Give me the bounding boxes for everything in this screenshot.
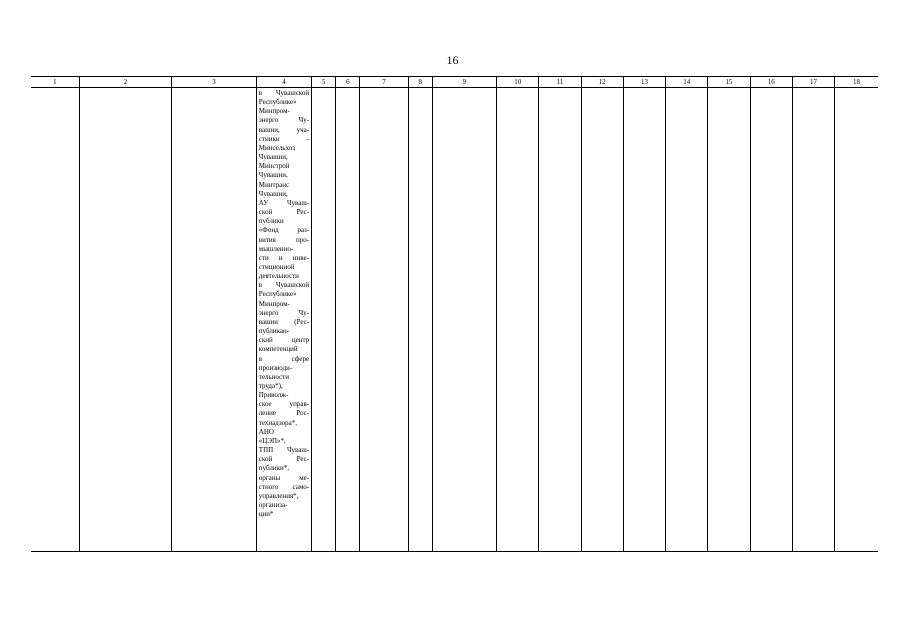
table-cell [623, 88, 665, 552]
executors-text-line: деятельности [258, 272, 299, 281]
executors-text-line: в Чувашской [258, 281, 310, 290]
column-header: 17 [792, 77, 834, 88]
executors-text-line: ции* [258, 510, 274, 519]
column-header: 11 [539, 77, 581, 88]
column-header: 12 [581, 77, 623, 88]
executors-text-line: энерго Чу- [258, 308, 310, 317]
executors-text-line: АУ Чуваш- [258, 198, 310, 207]
executors-text-line: Чувашии, [258, 189, 288, 198]
table-cell [312, 88, 336, 552]
executors-text-line: органы ме- [258, 473, 310, 482]
executors-text [259, 89, 309, 519]
table-cell [432, 88, 496, 552]
column-header: 5 [312, 77, 336, 88]
executors-text-line: в сфере [258, 354, 310, 363]
executors-text-line: тельности [258, 372, 289, 381]
executors-text-line: ской Рес- [258, 455, 310, 464]
table-cell [497, 88, 539, 552]
column-header: 6 [336, 77, 360, 88]
table-cell [750, 88, 792, 552]
table-cell [666, 88, 708, 552]
column-header: 2 [79, 77, 172, 88]
executors-text-line: Чувашии, [258, 153, 288, 162]
executors-text-line: управления*, [258, 491, 299, 500]
executors-text-line: в Чувашской [258, 89, 310, 97]
executors-text-line: публики [258, 217, 284, 226]
column-header: 3 [172, 77, 256, 88]
executors-text-line: Республике» [258, 290, 297, 299]
executors-text-line: публикан- [258, 327, 290, 336]
table-cell [172, 88, 256, 552]
executors-text-line: производи- [258, 363, 293, 372]
executors-text-line: публики*, [258, 464, 289, 473]
table-cell [360, 88, 408, 552]
column-header: 8 [408, 77, 432, 88]
executors-text-line: стного само- [258, 482, 310, 491]
executors-text-line: Минтранс [258, 180, 290, 189]
executors-text-line: ление Рос- [258, 409, 310, 418]
executors-cell [256, 88, 311, 552]
executors-text-line: Приволж- [258, 391, 289, 400]
table-cell [79, 88, 172, 552]
table-cell [835, 88, 878, 552]
table-cell [581, 88, 623, 552]
page-number: 16 [446, 53, 459, 67]
table-cell [31, 88, 79, 552]
executors-text-line: технадзора*, [258, 418, 297, 427]
executors-text-line: «ЦЭП»*, [258, 436, 286, 445]
column-header: 10 [497, 77, 539, 88]
executors-text-line: Минстрой [258, 162, 290, 171]
executors-text-line: вития про- [258, 235, 310, 244]
table-cell [539, 88, 581, 552]
column-header: 16 [750, 77, 792, 88]
executors-text-line: сти и инве- [258, 253, 310, 262]
table-row [31, 88, 878, 552]
executors-text-line: Чувашии, [258, 171, 288, 180]
table-cell [408, 88, 432, 552]
executors-text-line: АНО [258, 427, 274, 436]
table-cell [336, 88, 360, 552]
table-cell [708, 88, 750, 552]
column-header: 18 [835, 77, 878, 88]
executors-text-line: ТПП Чуваш- [258, 446, 310, 455]
column-header: 15 [708, 77, 750, 88]
executors-text-line: вашии (Рес- [258, 317, 310, 326]
executors-text-line: стники – [258, 134, 310, 143]
executors-text-line: труда*), [258, 382, 283, 390]
executors-text-line: энерго Чу- [258, 116, 310, 125]
executors-text-line: мышленно- [258, 244, 294, 253]
executors-text-line: организа- [258, 501, 288, 510]
executors-text-line: ский центр [258, 336, 310, 345]
column-header: 14 [666, 77, 708, 88]
executors-text-line: Минсельхоз [258, 143, 295, 152]
executors-text-line: «Фонд раз- [258, 226, 310, 235]
table-cell [792, 88, 834, 552]
column-header: 4 [256, 77, 311, 88]
column-header: 9 [432, 77, 496, 88]
executors-text-line: ской Рес- [258, 208, 310, 217]
executors-text-line: ское управ- [258, 400, 310, 409]
executors-text-line: стиционной [258, 262, 295, 271]
data-table [31, 76, 878, 552]
column-header: 7 [360, 77, 408, 88]
column-header: 13 [623, 77, 665, 88]
executors-text-line: вашии, уча- [258, 125, 310, 134]
executors-text-line: компетенций [258, 345, 298, 354]
executors-text-line: Минпром- [258, 299, 290, 308]
table-header-row [31, 77, 878, 88]
executors-text-line: Минпром- [258, 107, 290, 116]
executors-text-line: Республике» [258, 98, 297, 107]
column-header: 1 [31, 77, 79, 88]
